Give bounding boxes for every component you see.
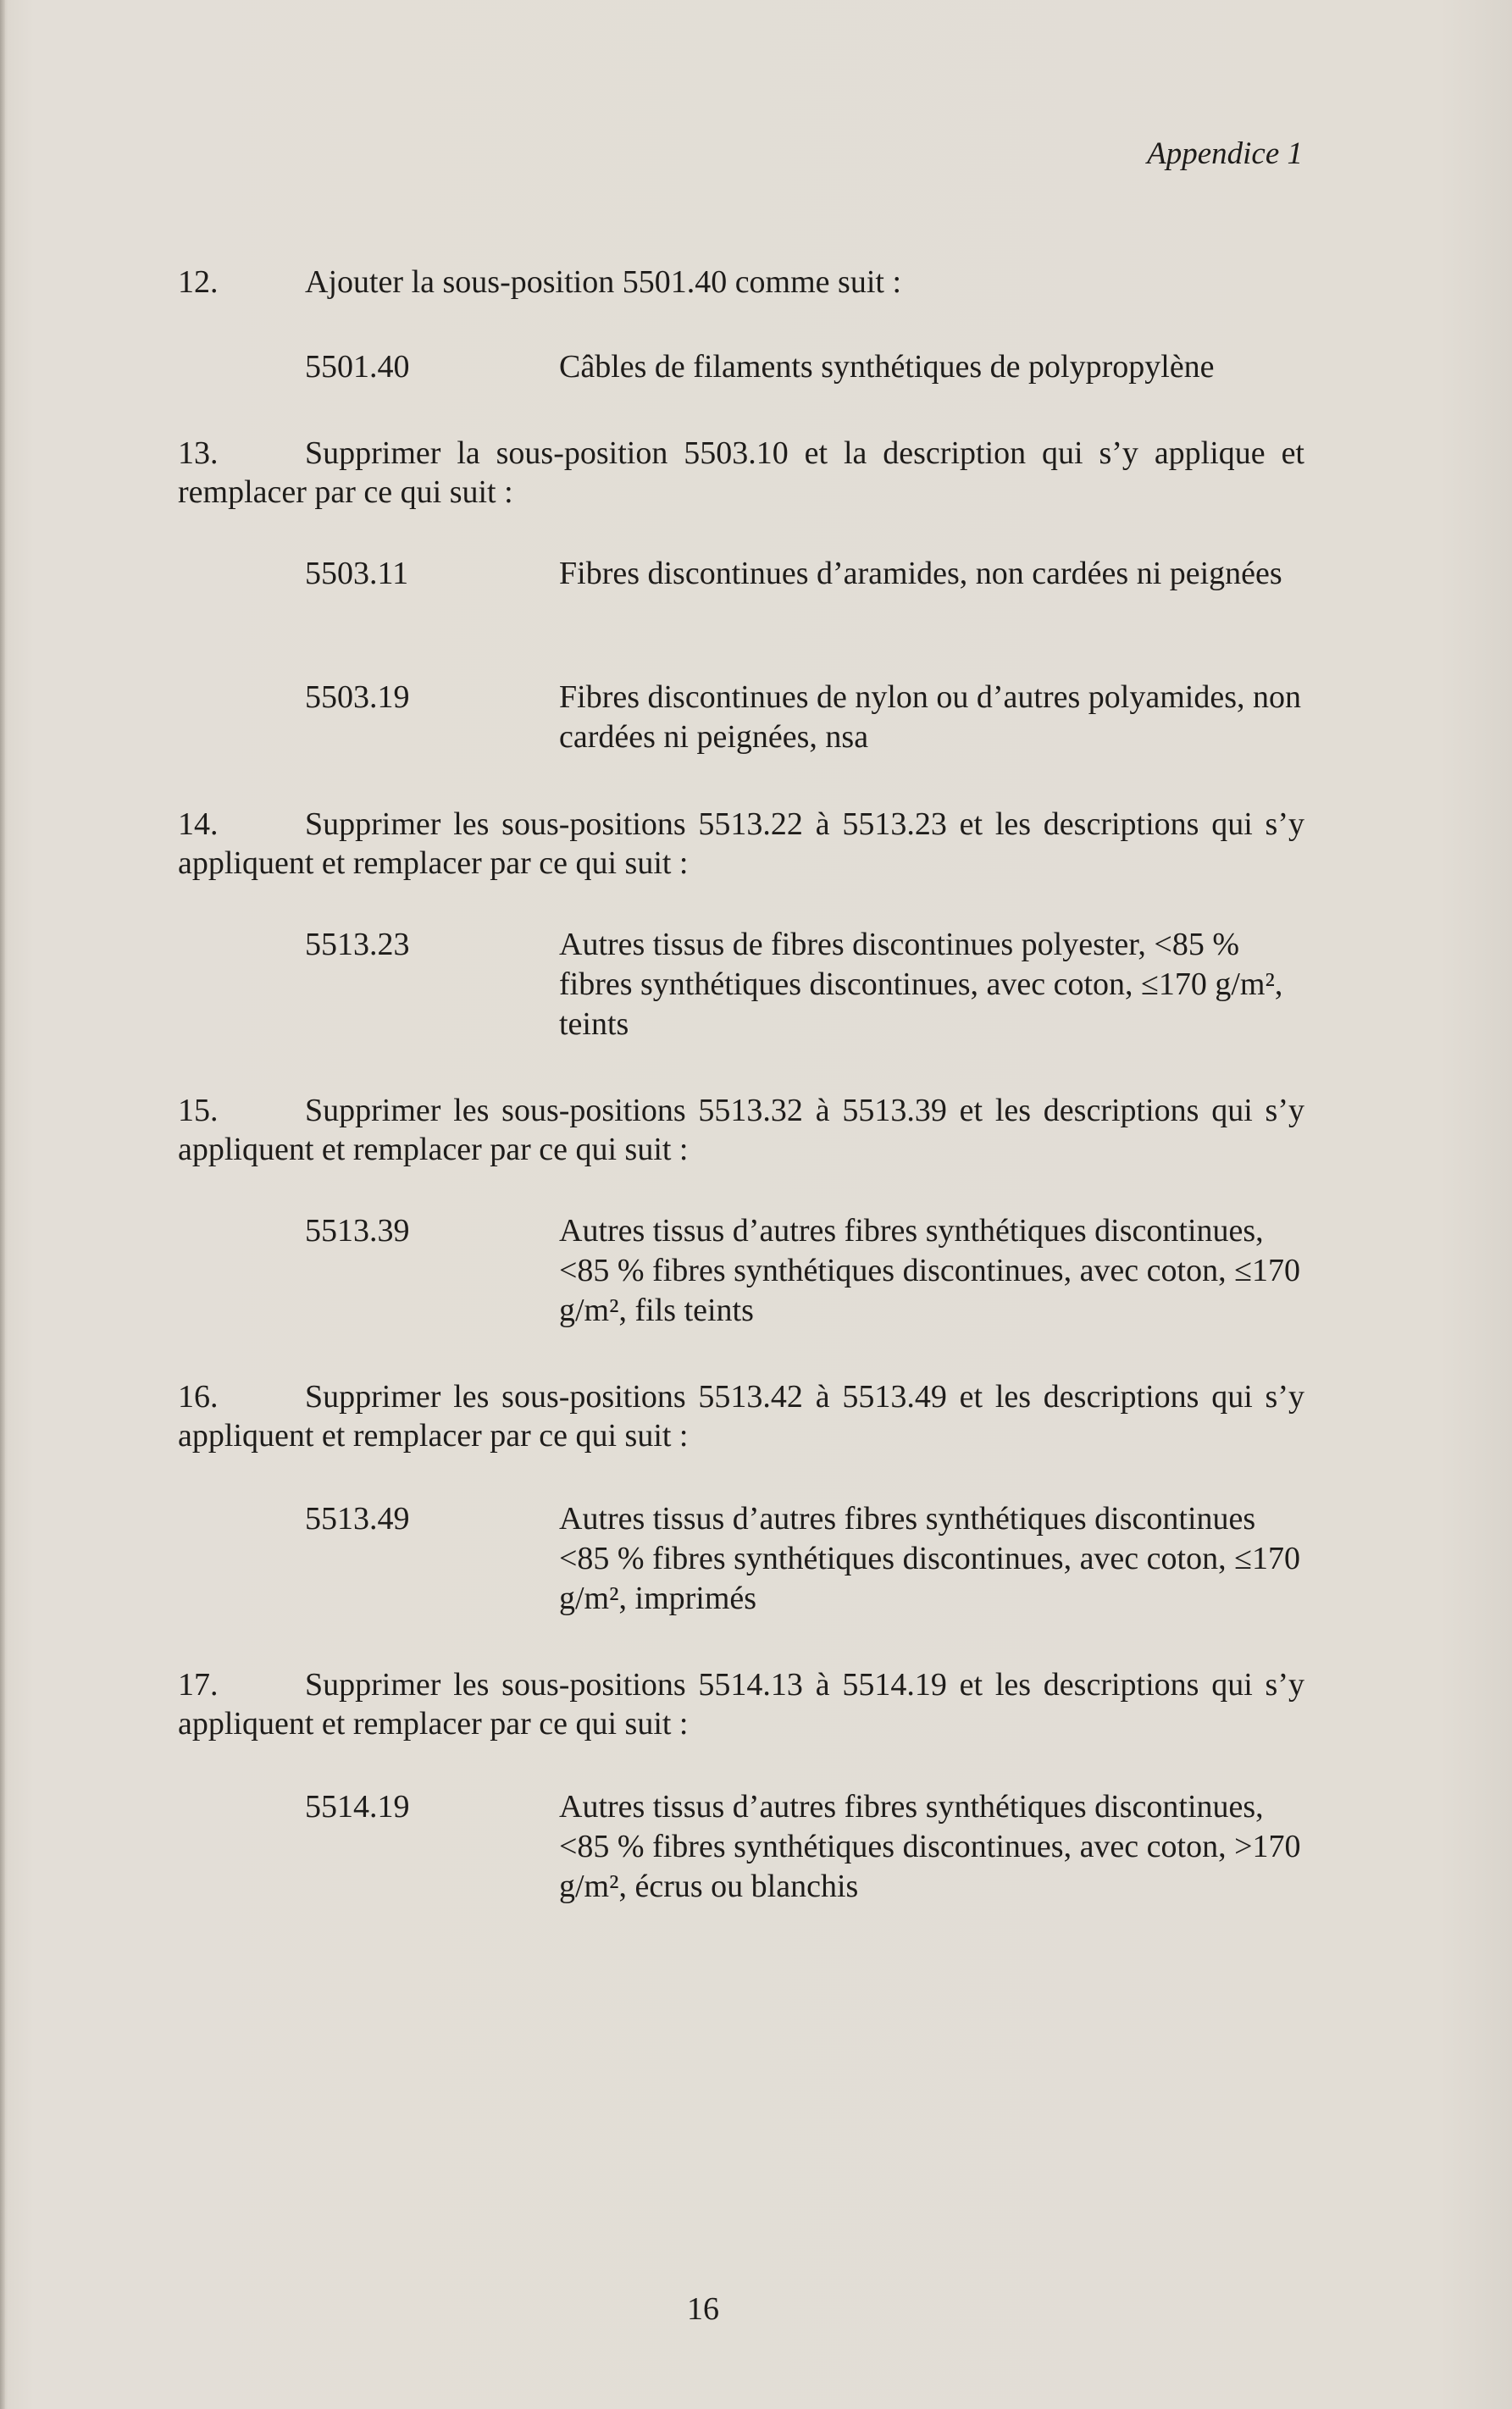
item-number: 17. [178, 1667, 219, 1703]
tariff-description: Autres tissus d’autres fibres synthétiques discontinues <85 % fibres synthétiques discontinues, avec coton, ≤170 g/m², imprimés [559, 1501, 1300, 1616]
instruction-item-17 [178, 1665, 1304, 1743]
tariff-description: Autres tissus de fibres discontinues polyester, <85 % fibres synthétiques discontinues, avec coton, ≤170 g/m², teints [559, 927, 1283, 1042]
tariff-code: 5514.19 [305, 1789, 410, 1825]
tariff-description: Autres tissus d’autres fibres synthétiques discontinues, <85 % fibres synthétiques discontinues, avec coton, >170 g/m², écrus ou blanchis [559, 1789, 1301, 1904]
instruction-item-14 [178, 805, 1304, 883]
item-number: 15. [178, 1093, 219, 1128]
page-number: 16 [687, 2291, 719, 2327]
tariff-code: 5503.19 [305, 679, 410, 715]
tariff-description: Fibres discontinues d’aramides, non cardées ni peignées [559, 556, 1282, 591]
item-number: 16. [178, 1379, 219, 1415]
item-number: 12. [178, 264, 219, 300]
instruction-item-15 [178, 1091, 1304, 1169]
item-text: Supprimer les sous-positions 5513.32 à 5513.39 et les descriptions qui s’y appliquent et remplacer par ce qui suit : [178, 1093, 1304, 1167]
tariff-description: Câbles de filaments synthétiques de polypropylène [559, 349, 1215, 385]
tariff-code: 5501.40 [305, 349, 410, 385]
item-text: Supprimer la sous-position 5503.10 et la description qui s’y applique et remplacer par ce qui suit : [178, 435, 1304, 510]
page-header: Appendice 1 [1147, 136, 1303, 171]
item-text: Supprimer les sous-positions 5513.22 à 5513.23 et les descriptions qui s’y appliquent et remplacer par ce qui suit : [178, 806, 1304, 881]
item-text: Supprimer les sous-positions 5513.42 à 5513.49 et les descriptions qui s’y appliquent et remplacer par ce qui suit : [178, 1379, 1304, 1454]
item-text: Ajouter la sous-position 5501.40 comme suit : [305, 264, 902, 300]
tariff-code: 5503.11 [305, 556, 409, 591]
instruction-item-13 [178, 434, 1304, 512]
tariff-description: Autres tissus d’autres fibres synthétiques discontinues, <85 % fibres synthétiques discontinues, avec coton, ≤170 g/m², fils teints [559, 1213, 1300, 1328]
item-number: 13. [178, 435, 219, 471]
tariff-code: 5513.23 [305, 927, 410, 962]
item-text: Supprimer les sous-positions 5514.13 à 5514.19 et les descriptions qui s’y appliquent et remplacer par ce qui suit : [178, 1667, 1304, 1742]
item-number: 14. [178, 806, 219, 842]
instruction-item-16 [178, 1377, 1304, 1455]
instruction-item-12 [178, 263, 1304, 302]
tariff-code: 5513.49 [305, 1501, 410, 1537]
tariff-code: 5513.39 [305, 1213, 410, 1249]
page-binding-edge [0, 0, 5, 2409]
tariff-description: Fibres discontinues de nylon ou d’autres polyamides, non cardées ni peignées, nsa [559, 679, 1301, 755]
